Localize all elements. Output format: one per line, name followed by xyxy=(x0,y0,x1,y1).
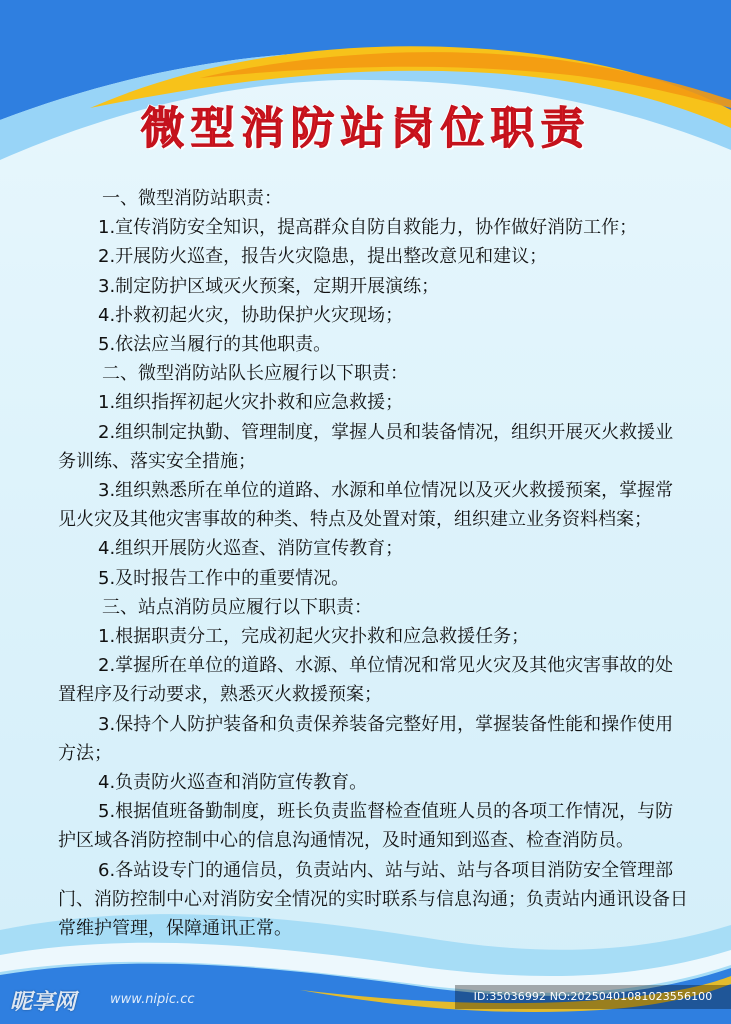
duty-item: 5.根据值班备勤制度，班长负责监督检查值班人员的各项工作情况，与防护区域各消防控制中心的信息沟通情况，及时通知到巡查、检查消防员。 xyxy=(58,801,674,852)
image-id-bar: ID:35036992 NO:20250401081023556100 xyxy=(455,985,731,1009)
duty-item: 4.组织开展防火巡查、消防宣传教育； xyxy=(98,538,404,560)
duty-item: 5.及时报告工作中的重要情况。 xyxy=(98,567,350,589)
duty-item: 4.扑救初起火灾，协助保护火灾现场； xyxy=(98,304,404,326)
section-heading: 一、微型消防站职责： xyxy=(102,188,282,209)
duty-item: 2.掌握所在单位的道路、水源、单位情况和常见火灾及其他灾害事故的处置程序及行动要求，熟悉灭火救援预案； xyxy=(58,655,674,706)
duty-item: 4.负责防火巡查和消防宣传教育。 xyxy=(98,772,368,794)
duty-item: 1.宣传消防安全知识，提高群众自防自救能力，协作做好消防工作； xyxy=(98,217,638,239)
duty-item: 1.组织指挥初起火灾扑救和应急救援； xyxy=(98,392,404,414)
duty-item: 3.组织熟悉所在单位的道路、水源和单位情况以及灭火救援预案，掌握常见火灾及其他灾害事故的种类、特点及处置对策，组织建立业务资料档案； xyxy=(58,480,674,531)
poster-title: 微型消防站岗位职责 xyxy=(140,103,591,154)
duty-item: 2.开展防火巡查，报告火灾隐患，提出整改意见和建议； xyxy=(98,246,548,268)
section-heading: 三、站点消防员应履行以下职责： xyxy=(102,596,372,618)
duty-item: 6.各站设专门的通信员，负责站内、站与站、站与各项目消防安全管理部门、消防控制中心对消防安全情况的实时联系与信息沟通；负责站内通讯设备日常维护管理，保障通讯正常。 xyxy=(58,859,688,940)
duty-item: 3.保持个人防护装备和负责保养装备完整好用，掌握装备性能和操作使用方法； xyxy=(58,713,674,764)
duty-item: 2.组织制定执勤、管理制度，掌握人员和装备情况，组织开展灭火救援业务训练、落实安全措施； xyxy=(58,421,674,472)
duty-item: 1.根据职责分工，完成初起火灾扑救和应急救援任务； xyxy=(98,626,530,648)
watermark-url: www.nipic.cc xyxy=(110,992,195,1007)
watermark-logo: 昵享网 xyxy=(10,990,77,1015)
section-heading: 二、微型消防站队长应履行以下职责： xyxy=(102,363,408,385)
duty-item: 3.制定防护区域灭火预案，定期开展演练； xyxy=(98,275,440,297)
duties-content xyxy=(58,184,690,943)
duty-item: 5.依法应当履行的其他职责。 xyxy=(98,334,332,356)
